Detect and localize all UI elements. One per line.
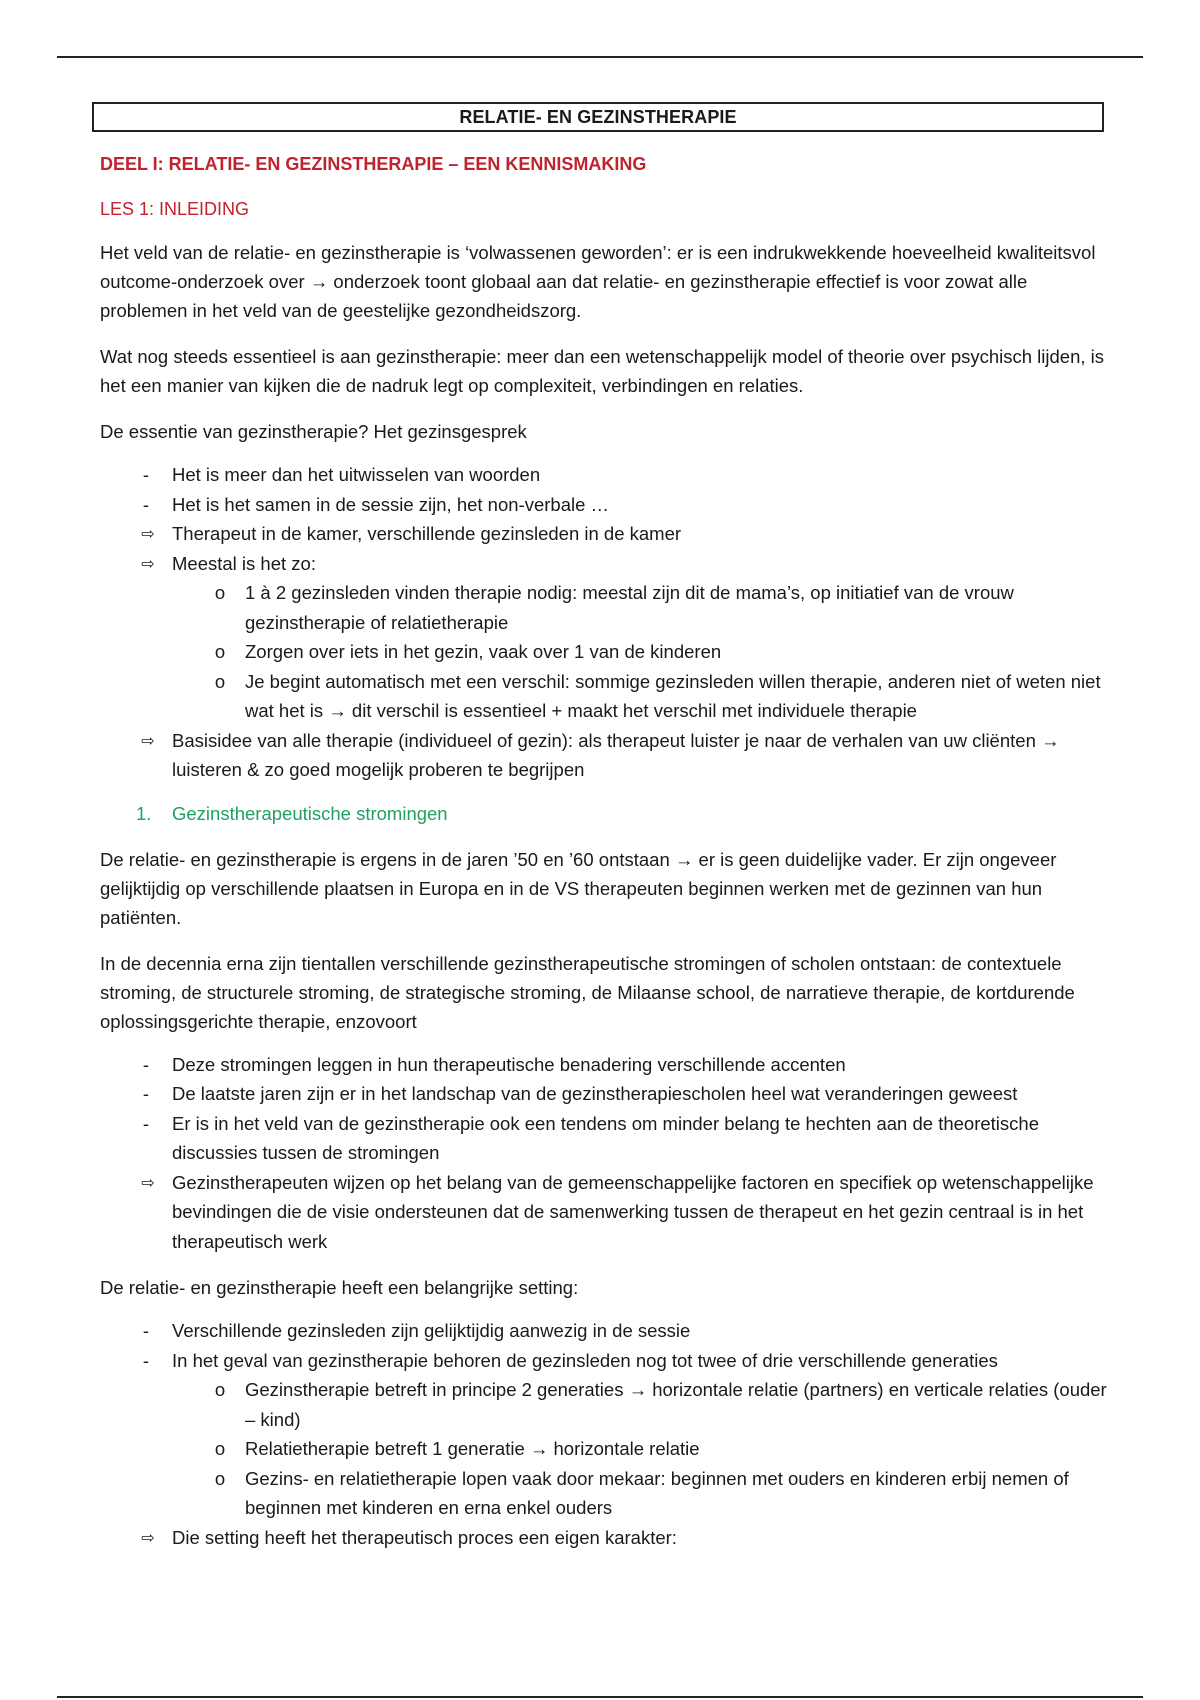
list-item: - Er is in het veld van de gezinstherapie ook een tendens om minder belang te hechten aan de theoretische discussies tussen de stromingen	[100, 1109, 1112, 1168]
sub-list-item: o Zorgen over iets in het gezin, vaak over 1 van de kinderen	[100, 637, 1112, 667]
bottom-rule	[57, 1696, 1143, 1698]
arrow-bullet-icon: ⇨	[141, 1172, 155, 1192]
arrow-bullet-icon: ⇨	[141, 553, 155, 573]
sub-list-item: o Gezinstherapie betreft in principe 2 generaties → horizontale relatie (partners) en verticale relaties (ouder – kind)	[100, 1375, 1112, 1434]
dash-bullet: -	[142, 464, 150, 485]
list-item: - In het geval van gezinstherapie behoren de gezinsleden nog tot twee of drie verschillende generaties o Gezinstherapie betreft in principe 2 generaties → horizontale relatie (partners) en verticale relaties (ouder – kind) o Relatietherapie betreft 1 generatie → horizontale relatie o Gezins- en relatietherapie lopen vaak door mekaar: beginnen met ouders en kinderen erbij nemen of beginnen met kinderen en erna enkel ouders	[100, 1346, 1112, 1523]
list-item: - Deze stromingen leggen in hun therapeutische benadering verschillende accenten	[100, 1050, 1112, 1080]
arrow-bullet-icon: ⇨	[141, 1527, 155, 1547]
dash-bullet: -	[142, 1083, 150, 1104]
sub-list-item: o Gezins- en relatietherapie lopen vaak door mekaar: beginnen met ouders en kinderen erbij nemen of beginnen met kinderen en erna enkel ouders	[100, 1464, 1112, 1523]
bullet-list-1	[100, 460, 1112, 785]
list-item: ⇨ Gezinstherapeuten wijzen op het belang van de gemeenschappelijke factoren en specifiek op wetenschappelijke bevindingen die de visie ondersteunen dat de samenwerking tussen de therapeut en het gezin centraal is in het therapeutisch werk	[100, 1168, 1112, 1257]
paragraph-1: Het veld van de relatie- en gezinstherapie is ‘volwassenen geworden’: er is een indrukwekkende hoeveelheid kwaliteitsvol outcome-onderzoek over → onderzoek toont globaal aan dat relatie- en gezinstherapie effectief is voor zowat alle problemen in het veld van de geestelijke gezondheidszorg.	[100, 242, 1096, 321]
sub-list-item: o Relatietherapie betreft 1 generatie → horizontale relatie	[100, 1434, 1112, 1464]
dash-bullet: -	[142, 493, 150, 515]
document-title: RELATIE- EN GEZINSTHERAPIE	[92, 102, 1104, 132]
bullet-list-3	[100, 1316, 1112, 1552]
paragraph-4: De relatie- en gezinstherapie is ergens in de jaren ’50 en ’60 ontstaan → er is geen duidelijke vader. Er zijn ongeveer gelijktijdig op verschillende plaatsen in Europa en in de VS therapeuten beginnen werken met de gezinnen van hun patiënten.	[100, 848, 1057, 928]
arrow-bullet-icon: ⇨	[141, 524, 155, 543]
bullet-list-2	[100, 1050, 1112, 1257]
list-item: ⇨ Therapeut in de kamer, verschillende gezinsleden in de kamer	[100, 519, 1112, 549]
les-heading: LES 1: INLEIDING	[100, 199, 250, 219]
section-heading-stromingen	[100, 799, 1112, 828]
paragraph-5: In de decennia erna zijn tientallen verschillende gezinstherapeutische stromingen of scholen ontstaan: de contextuele stroming, de structurele stroming, de strategische stroming, de Milaanse school, de narratieve therapie, de kortdurende oplossingsgerichte therapie, enzovoort	[100, 952, 1075, 1032]
circle-bullet: o	[214, 1379, 226, 1400]
sub-list-item: o 1 à 2 gezinsleden vinden therapie nodig: meestal zijn dit de mama’s, op initiatief van de vrouw gezinstherapie of relatietherapie	[100, 578, 1112, 637]
paragraph-6: De relatie- en gezinstherapie heeft een belangrijke setting:	[100, 1277, 579, 1298]
circle-bullet: o	[214, 670, 226, 692]
deel-heading: DEEL I: RELATIE- EN GEZINSTHERAPIE – EEN KENNISMAKING	[100, 154, 647, 174]
dash-bullet: -	[142, 1349, 150, 1371]
list-item: ⇨ Basisidee van alle therapie (individueel of gezin): als therapeut luister je naar de verhalen van uw cliënten → luisteren & zo goed mogelijk proberen te begrijpen	[100, 726, 1112, 785]
list-item: - Het is het samen in de sessie zijn, het non-verbale …	[100, 490, 1112, 520]
arrow-bullet-icon: ⇨	[141, 730, 155, 750]
list-item: ⇨ Meestal is het zo: o 1 à 2 gezinsleden vinden therapie nodig: meestal zijn dit de mama’s, op initiatief van de vrouw gezinstherapie of relatietherapie o Zorgen over iets in het gezin, vaak over 1 van de kinderen o Je begint automatisch met een verschil: sommige gezinsleden willen therapie, anderen niet of weten niet wat het is → dit verschil is essentieel + maakt het verschil met individuele therapie	[100, 549, 1112, 726]
circle-bullet: o	[214, 1438, 226, 1459]
circle-bullet: o	[214, 582, 226, 603]
dash-bullet: -	[142, 1320, 150, 1341]
paragraph-2: Wat nog steeds essentieel is aan gezinstherapie: meer dan een wetenschappelijk model of theorie over psychisch lijden, is het een manier van kijken die de nadruk legt op complexiteit, verbindingen en relaties.	[100, 346, 1105, 396]
circle-bullet: o	[214, 641, 226, 662]
list-item: - Verschillende gezinsleden zijn gelijktijdig aanwezig in de sessie	[100, 1316, 1112, 1346]
sub-list	[172, 1375, 1112, 1523]
list-item: ⇨ Die setting heeft het therapeutisch proces een eigen karakter:	[100, 1523, 1112, 1553]
top-rule	[57, 56, 1143, 58]
circle-bullet: o	[214, 1467, 226, 1489]
list-item: - Het is meer dan het uitwisselen van woorden	[100, 460, 1112, 490]
sub-list-item: o Je begint automatisch met een verschil: sommige gezinsleden willen therapie, anderen niet of weten niet wat het is → dit verschil is essentieel + maakt het verschil met individuele therapie	[100, 667, 1112, 726]
section-number: 1.	[136, 802, 152, 824]
document-page	[100, 102, 1112, 1552]
section-title: Gezinstherapeutische stromingen	[172, 802, 448, 824]
sub-list	[172, 578, 1112, 726]
paragraph-3: De essentie van gezinstherapie? Het gezinsgesprek	[100, 421, 527, 442]
dash-bullet: -	[142, 1112, 150, 1134]
list-item: - De laatste jaren zijn er in het landschap van de gezinstherapiescholen heel wat veranderingen geweest	[100, 1079, 1112, 1109]
dash-bullet: -	[142, 1053, 150, 1075]
